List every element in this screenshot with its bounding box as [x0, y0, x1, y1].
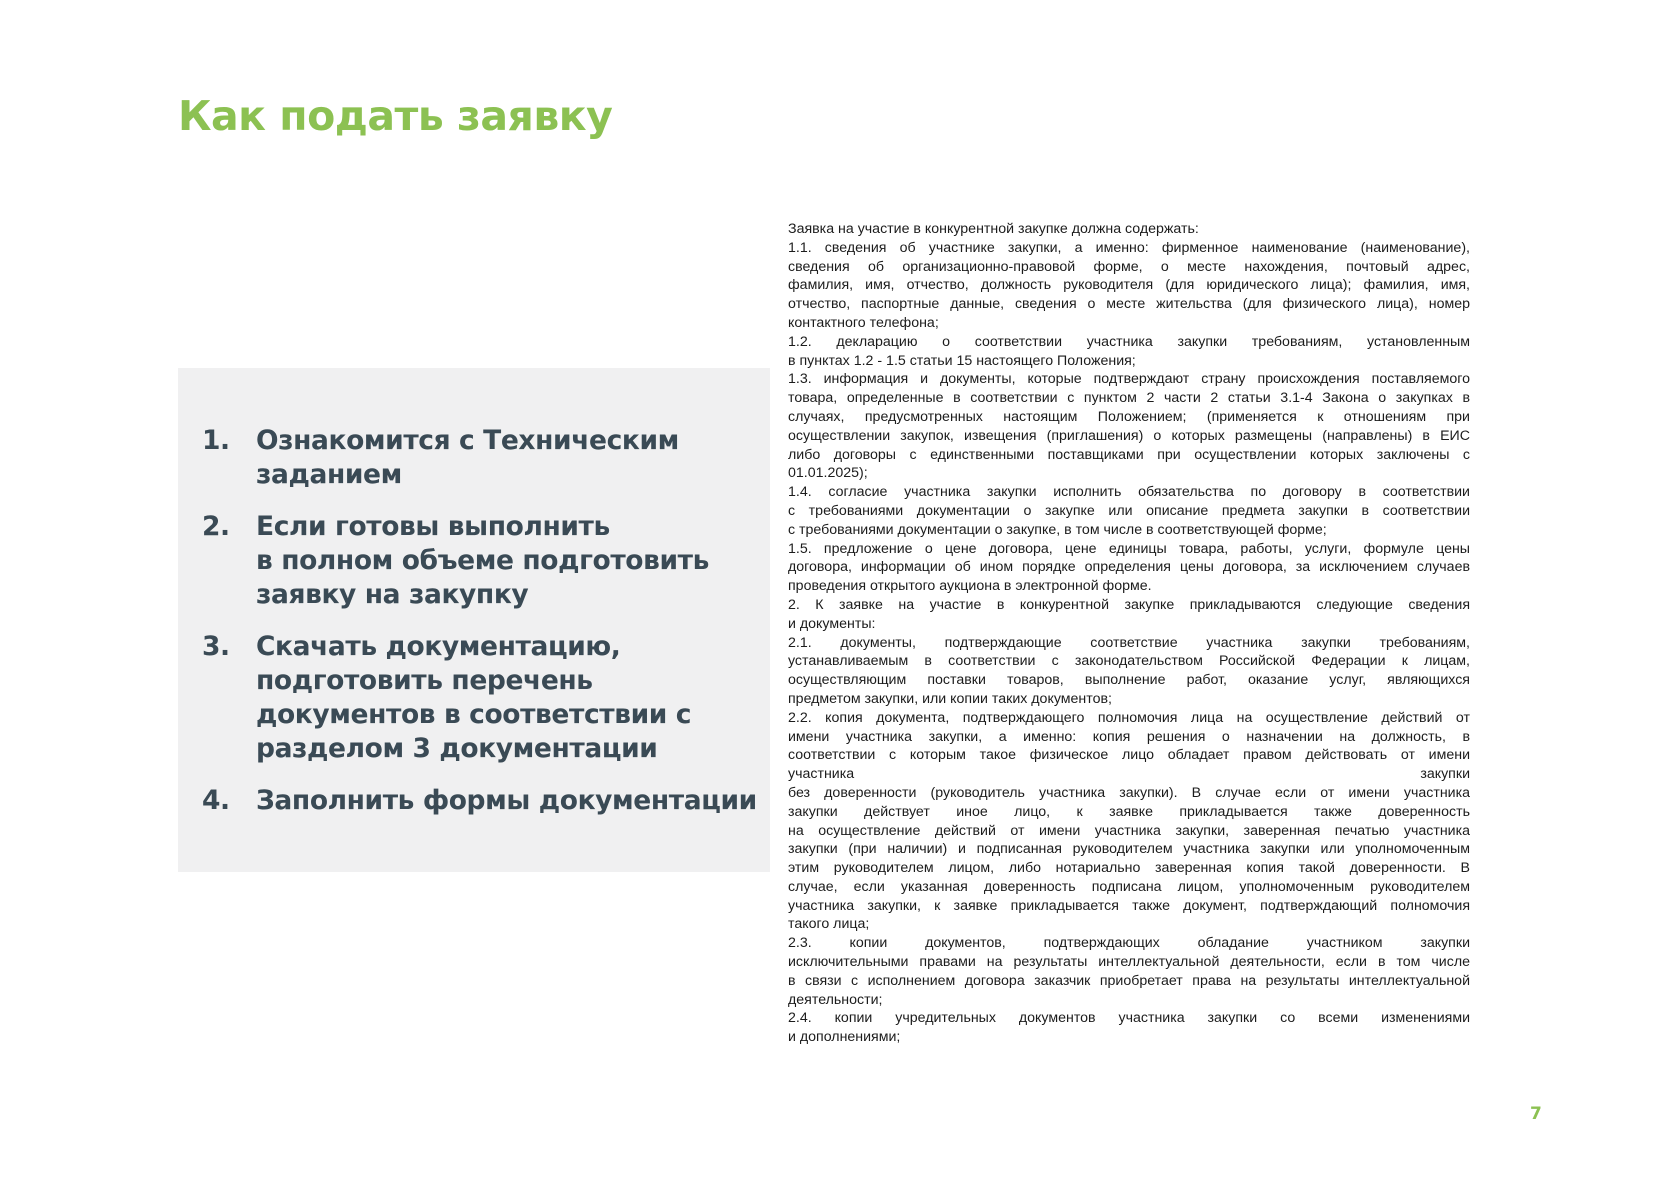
document-line: в пунктах 1.2 - 1.5 статьи 15 настоящего Положения; [788, 352, 1136, 369]
document-line: контактного телефона; [788, 314, 939, 331]
document-line: осуществлении закупок, извещения (приглашения) о которых размещены (направлены) в ЕИС [788, 427, 1470, 444]
document-line: 1.3. информация и документы, которые подтверждают страну происхождения поставляемого [788, 371, 1470, 388]
document-line: деятельности; [788, 991, 883, 1008]
document-line: 1.5. предложение о цене договора, цене единицы товара, работы, услуги, формуле цены [788, 540, 1470, 557]
step-number: 3. [202, 631, 230, 662]
document-line: закупки действует иное лицо, к заявке прикладывается также доверенность [788, 803, 1470, 820]
document-line: 2.2. копия документа, подтверждающего полномочия лица на осуществление действий от [788, 709, 1470, 726]
document-line: случаях, предусмотренных настоящим Положением; (применяется к отношениям при [788, 408, 1470, 425]
document-line: либо договоры с единственными поставщиками при осуществлении которых заключены с [788, 446, 1470, 463]
document-line: и документы: [788, 615, 876, 632]
step-text: Заполнить формы документации [256, 785, 757, 816]
document-line: 2.3. копии документов, подтверждающих обладание участником закупки [788, 935, 1470, 952]
step-number: 2. [202, 511, 230, 542]
document-line: 1.1. сведения об участнике закупки, а именно: фирменное наименование (наименование), [788, 239, 1470, 256]
step-number: 4. [202, 785, 230, 816]
step-number: 1. [202, 425, 230, 456]
document-line: 2. К заявке на участие в конкурентной закупке прикладываются следующие сведения [788, 596, 1470, 613]
document-line: проведения открытого аукциона в электронной форме. [788, 578, 1152, 595]
document-excerpt [788, 220, 1470, 1047]
steps-list [202, 424, 770, 818]
document-line: осуществляющим поставки товаров, выполнение работ, оказание услуг, являющихся [788, 672, 1470, 689]
document-line: имени участника закупки, а именно: копия решения о назначении на должность, в [788, 728, 1470, 745]
step-item [202, 630, 770, 766]
document-line: такого лица; [788, 916, 870, 933]
document-line: 01.01.2025); [788, 465, 868, 482]
step-item [202, 424, 770, 492]
document-line: на осуществление действий от имени участника закупки, заверенная печатью участника [788, 822, 1470, 839]
document-line: предметом закупки, или копии таких документов; [788, 690, 1112, 707]
slide-title: Как подать заявку [178, 92, 613, 140]
document-line: и дополнениями; [788, 1029, 901, 1046]
document-line: без доверенности (руководитель участника закупки). В случае если от имени участника [788, 784, 1470, 801]
document-line: отчество, паспортные данные, сведения о месте жительства (для физического лица), номер [788, 296, 1470, 313]
document-line: 2.1. документы, подтверждающие соответствие участника закупки требованиям, [788, 634, 1470, 651]
document-line: случае, если указанная доверенность подписана лицом, уполномоченным руководителем [788, 878, 1470, 895]
document-line: фамилия, имя, отчество, должность руководителя (для юридического лица); фамилия, имя, [788, 277, 1470, 294]
step-text: Если готовы выполнить в полном объеме подготовить заявку на закупку [256, 511, 709, 610]
document-line: исключительными правами на результаты интеллектуальной деятельности, если в том числе [788, 954, 1470, 971]
document-line: устанавливаемым в соответствии с законодательством Российской Федерации к лицам, [788, 653, 1470, 670]
steps-panel [178, 368, 770, 872]
step-text: Скачать документацию, подготовить перечень документов в соответствии с разделом 3 документации [256, 631, 692, 764]
document-line: с требованиями документации о закупке, в том числе в соответствующей форме; [788, 521, 1327, 538]
document-line: 1.2. декларацию о соответствии участника закупки требованиям, установленным [788, 333, 1470, 350]
document-line: участника закупки, к заявке прикладывается также документ, подтверждающий полномочия [788, 897, 1470, 914]
document-line: в связи с исполнением договора заказчик приобретает права на результаты интеллектуальной [788, 972, 1470, 989]
document-line: сведения об организационно-правовой форме, о месте нахождения, почтовый адрес, [788, 258, 1470, 275]
document-line: с требованиями документации о закупке или описание предмета закупки в соответствии [788, 502, 1470, 519]
document-line: товара, определенные в соответствии с пунктом 2 части 2 статьи 3.1-4 Закона о закупках в [788, 390, 1470, 407]
document-line: 1.4. согласие участника закупки исполнить обязательства по договору в соответствии [788, 484, 1470, 501]
document-line: этим руководителем лицом, либо нотариально заверенная копия такой доверенности. В [788, 860, 1470, 877]
document-line: договора, информации об ином порядке определения цены договора, за исключением случаев [788, 559, 1470, 576]
step-item [202, 510, 770, 612]
document-line: закупки (при наличии) и подписанная руководителем участника закупки или уполномоченным [788, 841, 1470, 858]
page-number: 7 [1530, 1104, 1542, 1124]
step-text: Ознакомится с Техническим заданием [256, 425, 679, 490]
document-line: участника закупки [788, 766, 1470, 783]
document-line: соответствии с которым такое физическое лицо обладает правом действовать от имени [788, 747, 1470, 764]
document-line: 2.4. копии учредительных документов участника закупки со всеми изменениями [788, 1010, 1470, 1027]
document-line: Заявка на участие в конкурентной закупке должна содержать: [788, 221, 1199, 237]
step-item [202, 784, 770, 818]
